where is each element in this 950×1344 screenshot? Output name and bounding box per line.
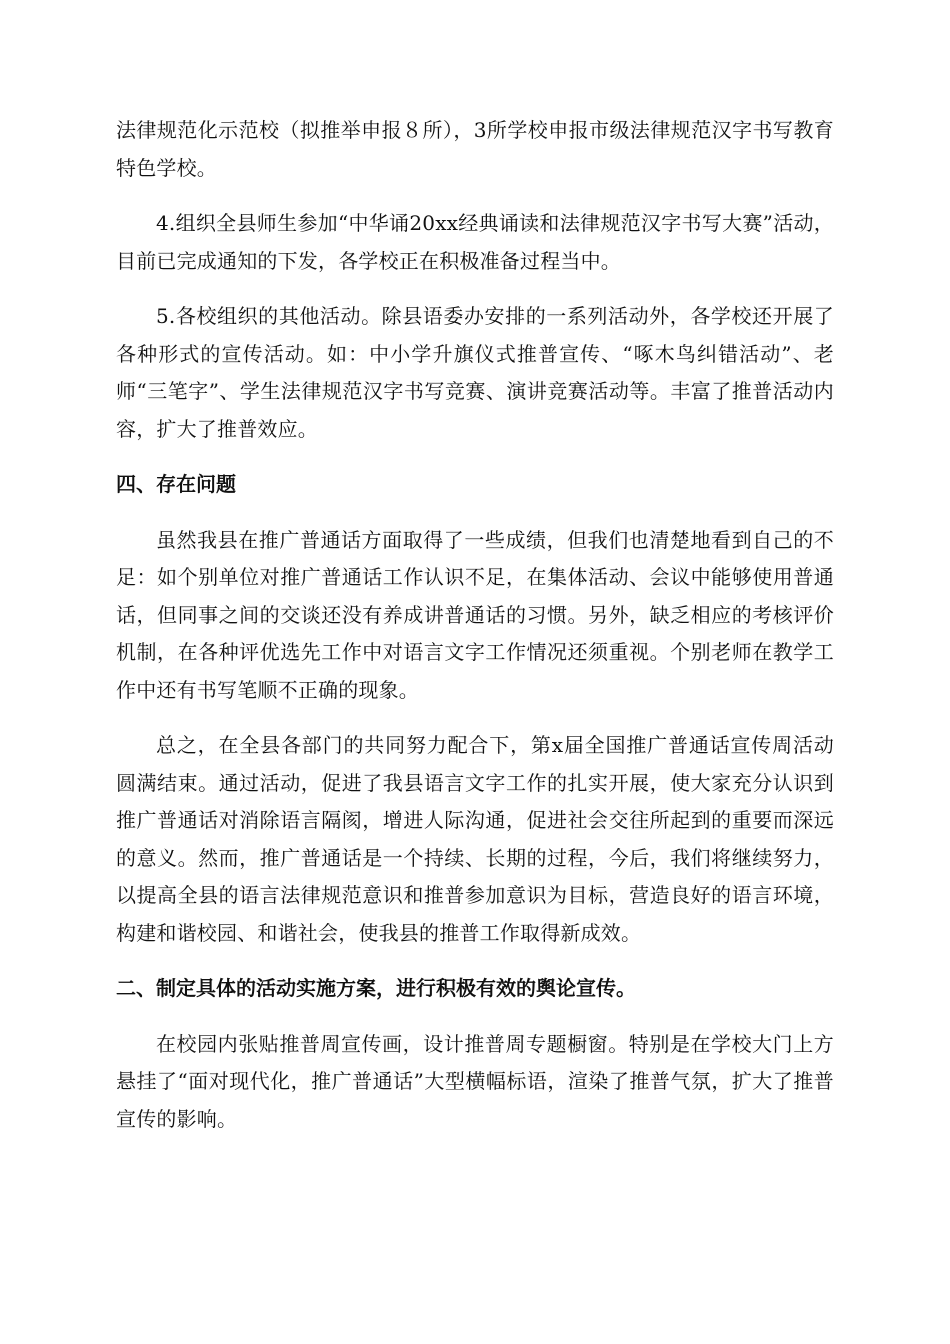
paragraph-campus-promotion: 在校园内张贴推普周宣传画，设计推普周专题橱窗。特别是在学校大门上方悬挂了“面对现代化，推广普通话”大型横幅标语，渲染了推普气氛，扩大了推普宣传的影响。 (116, 1031, 834, 1131)
paragraph-problems: 虽然我县在推广普通话方面取得了一些成绩，但我们也清楚地看到自己的不足：如个别单位对推广普通话工作认识不足，在集体活动、会议中能够使用普通话，但同事之间的交谈还没有养成讲普通话的习惯。另外，缺乏相应的考核评价机制，在各种评优选先工作中对语言文字工作情况还须重视。个别老师在教学工作中还有书写笔顺不正确的现象。 (116, 527, 834, 702)
section-heading-problems: 四、存在问题 (116, 472, 236, 496)
paragraph-item-5: 5.各校组织的其他活动。除县语委办安排的一系列活动外，各学校还开展了各种形式的宣传活动。如：中小学升旗仪式推普宣传、“啄木鸟纠错活动”、老师“三笔字”、学生法律规范汉字书写竞赛、演讲竞赛活动等。丰富了推普活动内容，扩大了推普效应。 (116, 304, 834, 441)
document-page (116, 112, 834, 1138)
paragraph-item-4: 4.组织全县师生参加“中华诵20xx经典诵读和法律规范汉字书写大赛”活动，目前已完成通知的下发，各学校正在积极准备过程当中。 (116, 211, 834, 273)
paragraph-continuation: 法律规范化示范校（拟推举申报８所），3所学校申报市级法律规范汉字书写教育特色学校。 (116, 118, 834, 180)
section-heading-plan: 二、制定具体的活动实施方案，进行积极有效的舆论宣传。 (116, 976, 636, 1000)
paragraph-conclusion: 总之，在全县各部门的共同努力配合下，第x届全国推广普通话宣传周活动圆满结束。通过活动，促进了我县语言文字工作的扎实开展，使大家充分认识到推广普通话对消除语言隔阂，增进人际沟通，促进社会交往所起到的重要而深远的意义。然而，推广普通话是一个持续、长期的过程，今后，我们将继续努力，以提高全县的语言法律规范意识和推普参加意识为目标，营造良好的语言环境，构建和谐校园、和谐社会，使我县的推普工作取得新成效。 (116, 733, 834, 945)
